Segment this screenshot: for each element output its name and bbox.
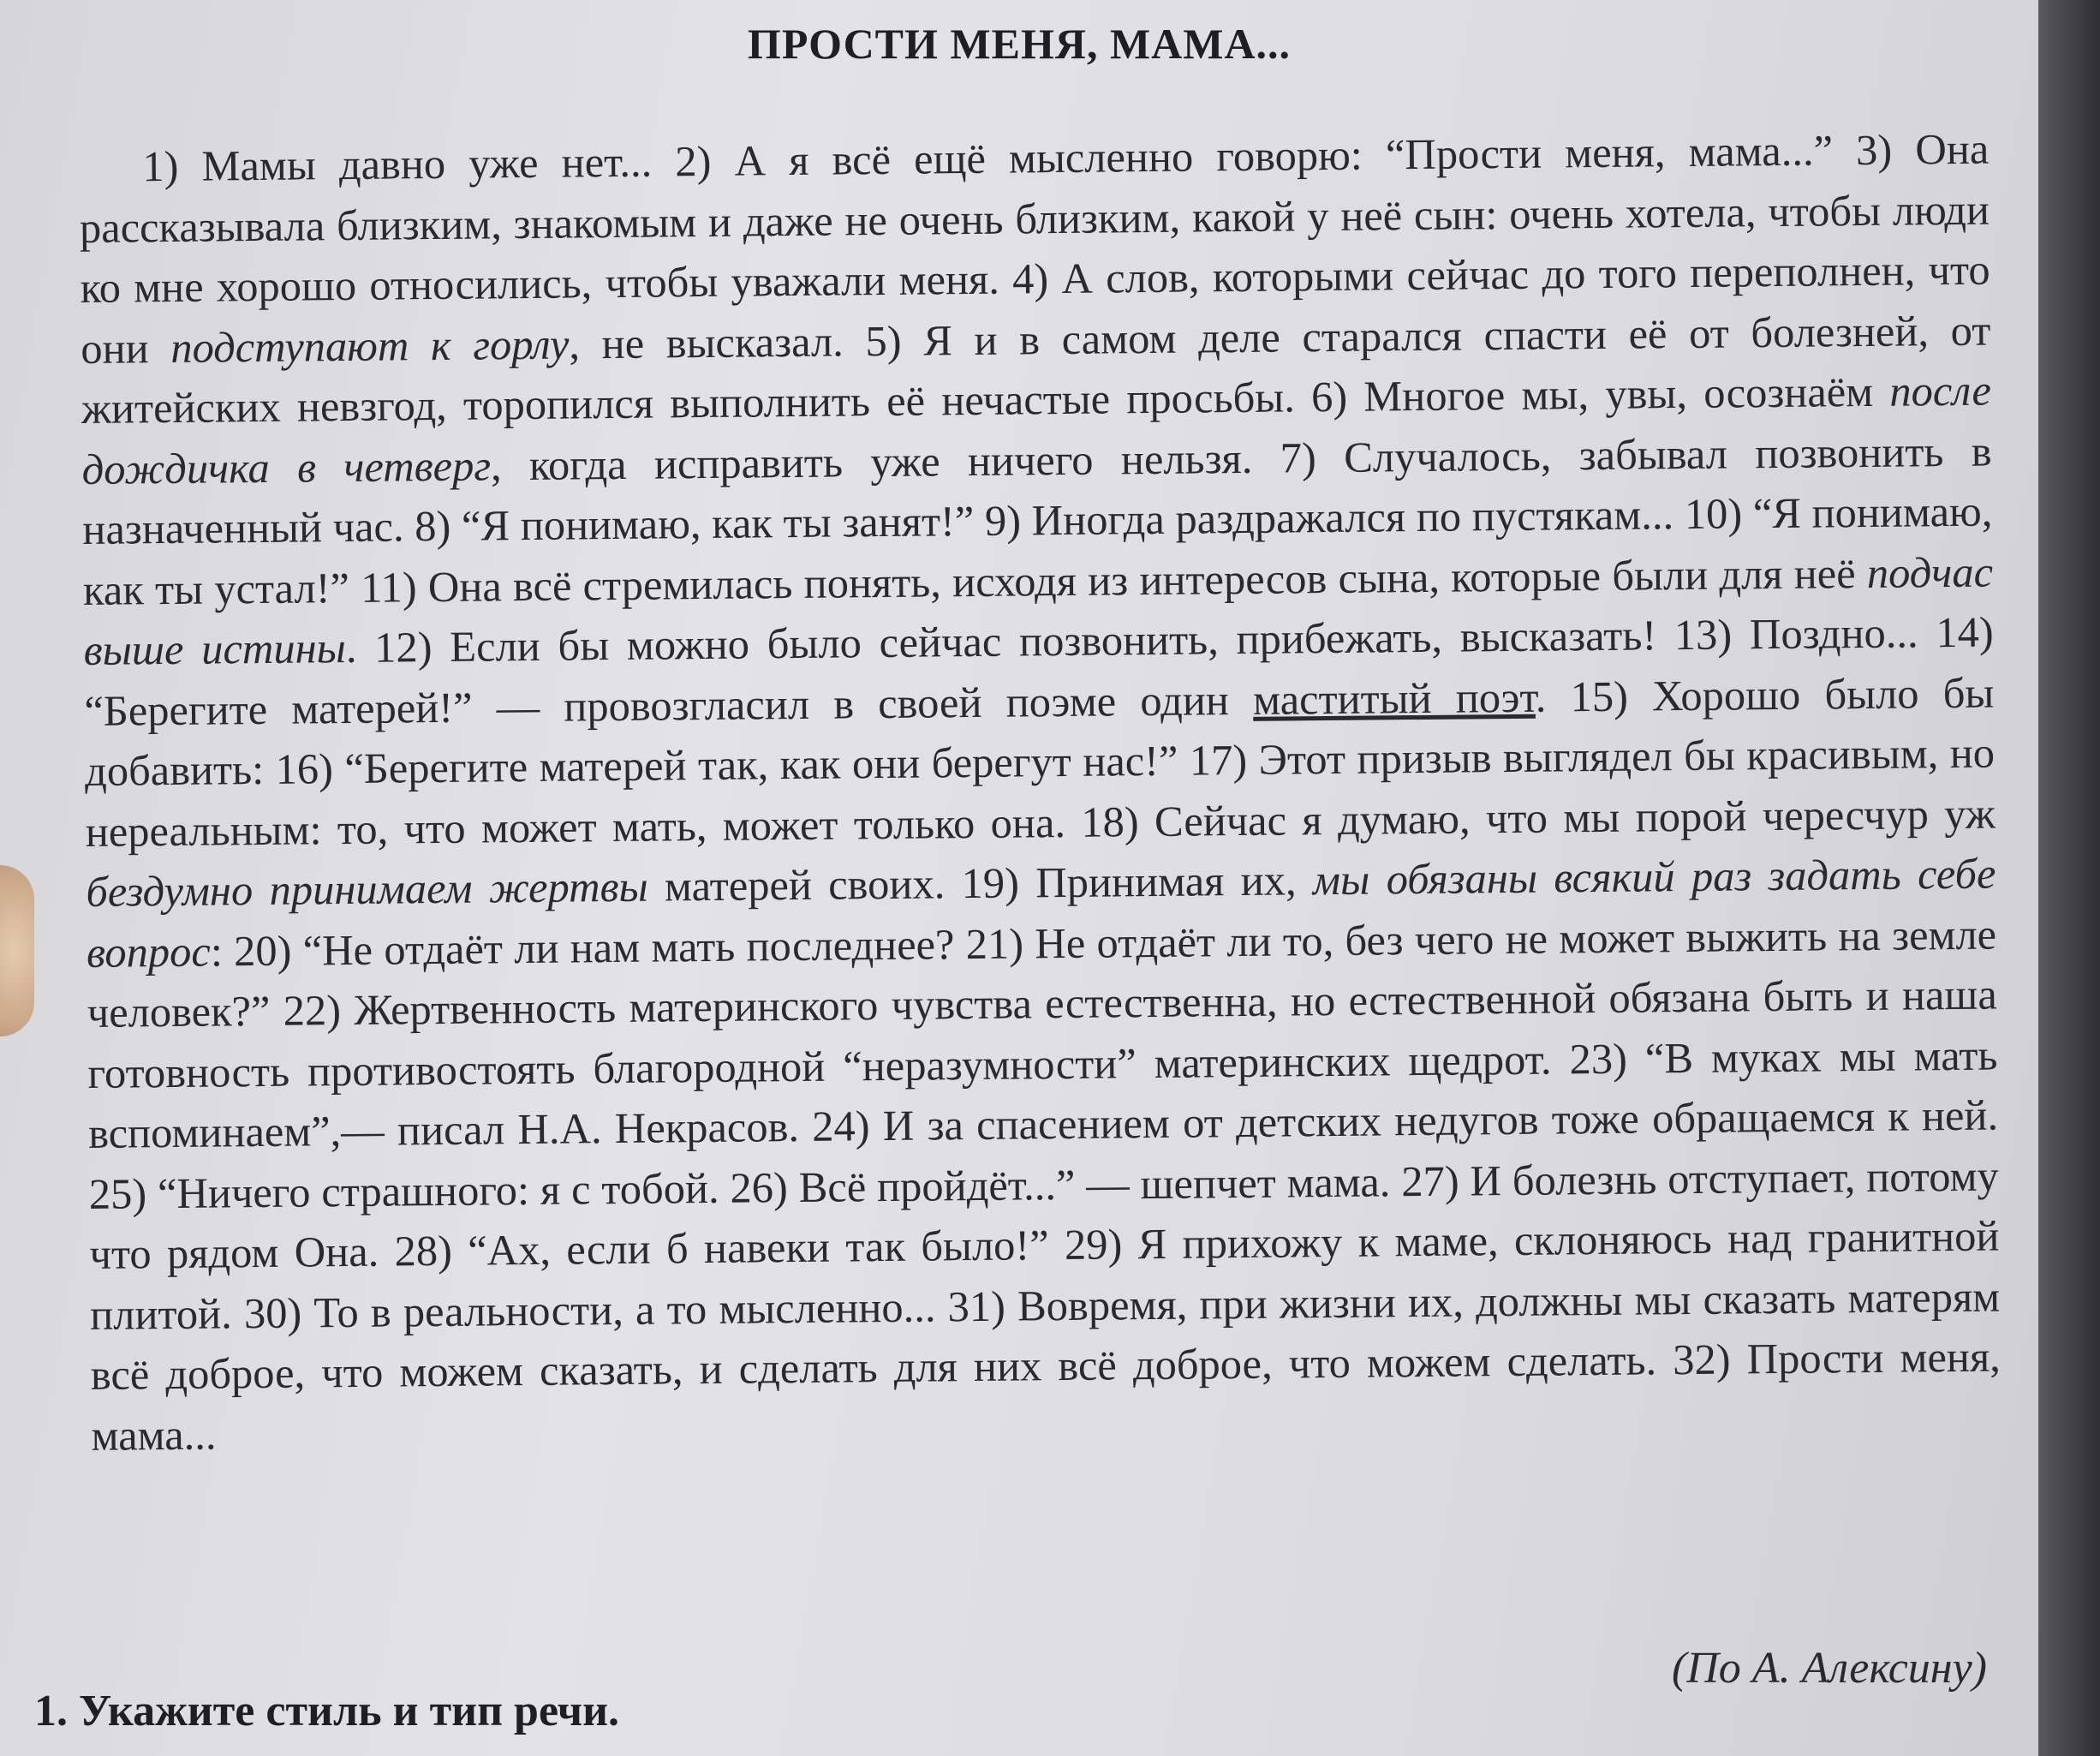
italic-phrase: мы обязаны всякий раз задать себе вопрос xyxy=(86,849,1996,977)
italic-phrase: после дождичка в четверг xyxy=(81,366,1992,493)
italic-phrase: подступают к горлу xyxy=(170,320,570,372)
text-segment: , не высказал. 5) Я и в самом деле старался спасти её от болезней, от житейских невзгод, торопился выполнить её нечастые просьбы. 6) Многое мы, увы, осознаём xyxy=(81,306,1991,433)
finger-shadow xyxy=(0,865,34,1036)
task-question: 1. Укажите стиль и тип речи. xyxy=(34,1687,620,1735)
underlined-phrase: маститый поэт xyxy=(1252,672,1536,724)
text-segment: . 15) Хорошо было бы добавить: 16) “Берегите матерей так, как они берегут нас!” 17) Этот призыв выглядел бы красивым, но нереальным: то, что может мать, может только она. 18) Сейчас я думаю, что мы порой чересчур уж xyxy=(84,668,1996,856)
main-text xyxy=(79,119,2002,1466)
italic-phrase: подчас выше истины xyxy=(83,547,1994,674)
text-segment: : 20) “Не отдаёт ли нам мать последнее? 21) Не отдаёт ли то, без чего не может выжить на земле человек?” 22) Жертвенность материнского чувства естественна, но естественной обязана быть и наша готовность противостоять благородной “неразумности” материнских щедрот. 23) “В муках мы мать вспоминаем”,— писал Н.А. Некрасов. 24) И за спасением от детских недугов тоже обращаемся к ней. 25) “Ничего страшного: я с тобой. 26) Всё пройдёт...” — шепчет мама. 27) И болезнь отступает, потому что рядом Она. 28) “Ах, если б навеки так было!” 29) Я прихожу к маме, склоняюсь над гранитной плитой. 30) То в реальности, а то мысленно... 31) Вовремя, при жизни их, должны мы сказать матерям всё доброе, что можем сказать, и сделать для них всё доброе, что можем сделать. 32) Прости меня, мама... xyxy=(87,910,2002,1460)
text-segment: . 12) Если бы можно было сейчас позвонить, прибежать, высказать! 13) Поздно... 14) “Берегите матерей!” — провозгласил в своей поэме один xyxy=(84,607,1994,735)
text-segment: матерей своих. 19) Принимая их, xyxy=(647,856,1314,911)
text-segment: 1) Мамы давно уже нет... 2) А я всё ещё мысленно говорю: “Прости меня, мама...” 3) Она рассказывала близким, знакомым и даже не очень близким, какой у неё сын: очень хотела, чтобы люди ко мне хорошо относились, чтобы уважали меня. 4) А слов, которыми сейчас до того переполнен, что они xyxy=(79,124,1990,373)
italic-phrase: бездумно принимаем жертвы xyxy=(86,862,648,916)
page-edge xyxy=(2038,0,2100,1756)
page-title: ПРОСТИ МЕНЯ, МАМА... xyxy=(747,20,1292,68)
author-attribution: (По А. Алексину) xyxy=(1671,1644,1987,1693)
text-segment: , когда исправить уже ничего нельзя. 7) Случалось, забывал позвонить в назначенный час. 8) “Я понимаю, как ты занят!” 9) Иногда раздражался по пустякам... 10) “Я понимаю, как ты устал!” 11) Она всё стремилась понять, исходя из интересов сына, которые были для неё xyxy=(82,427,1993,614)
